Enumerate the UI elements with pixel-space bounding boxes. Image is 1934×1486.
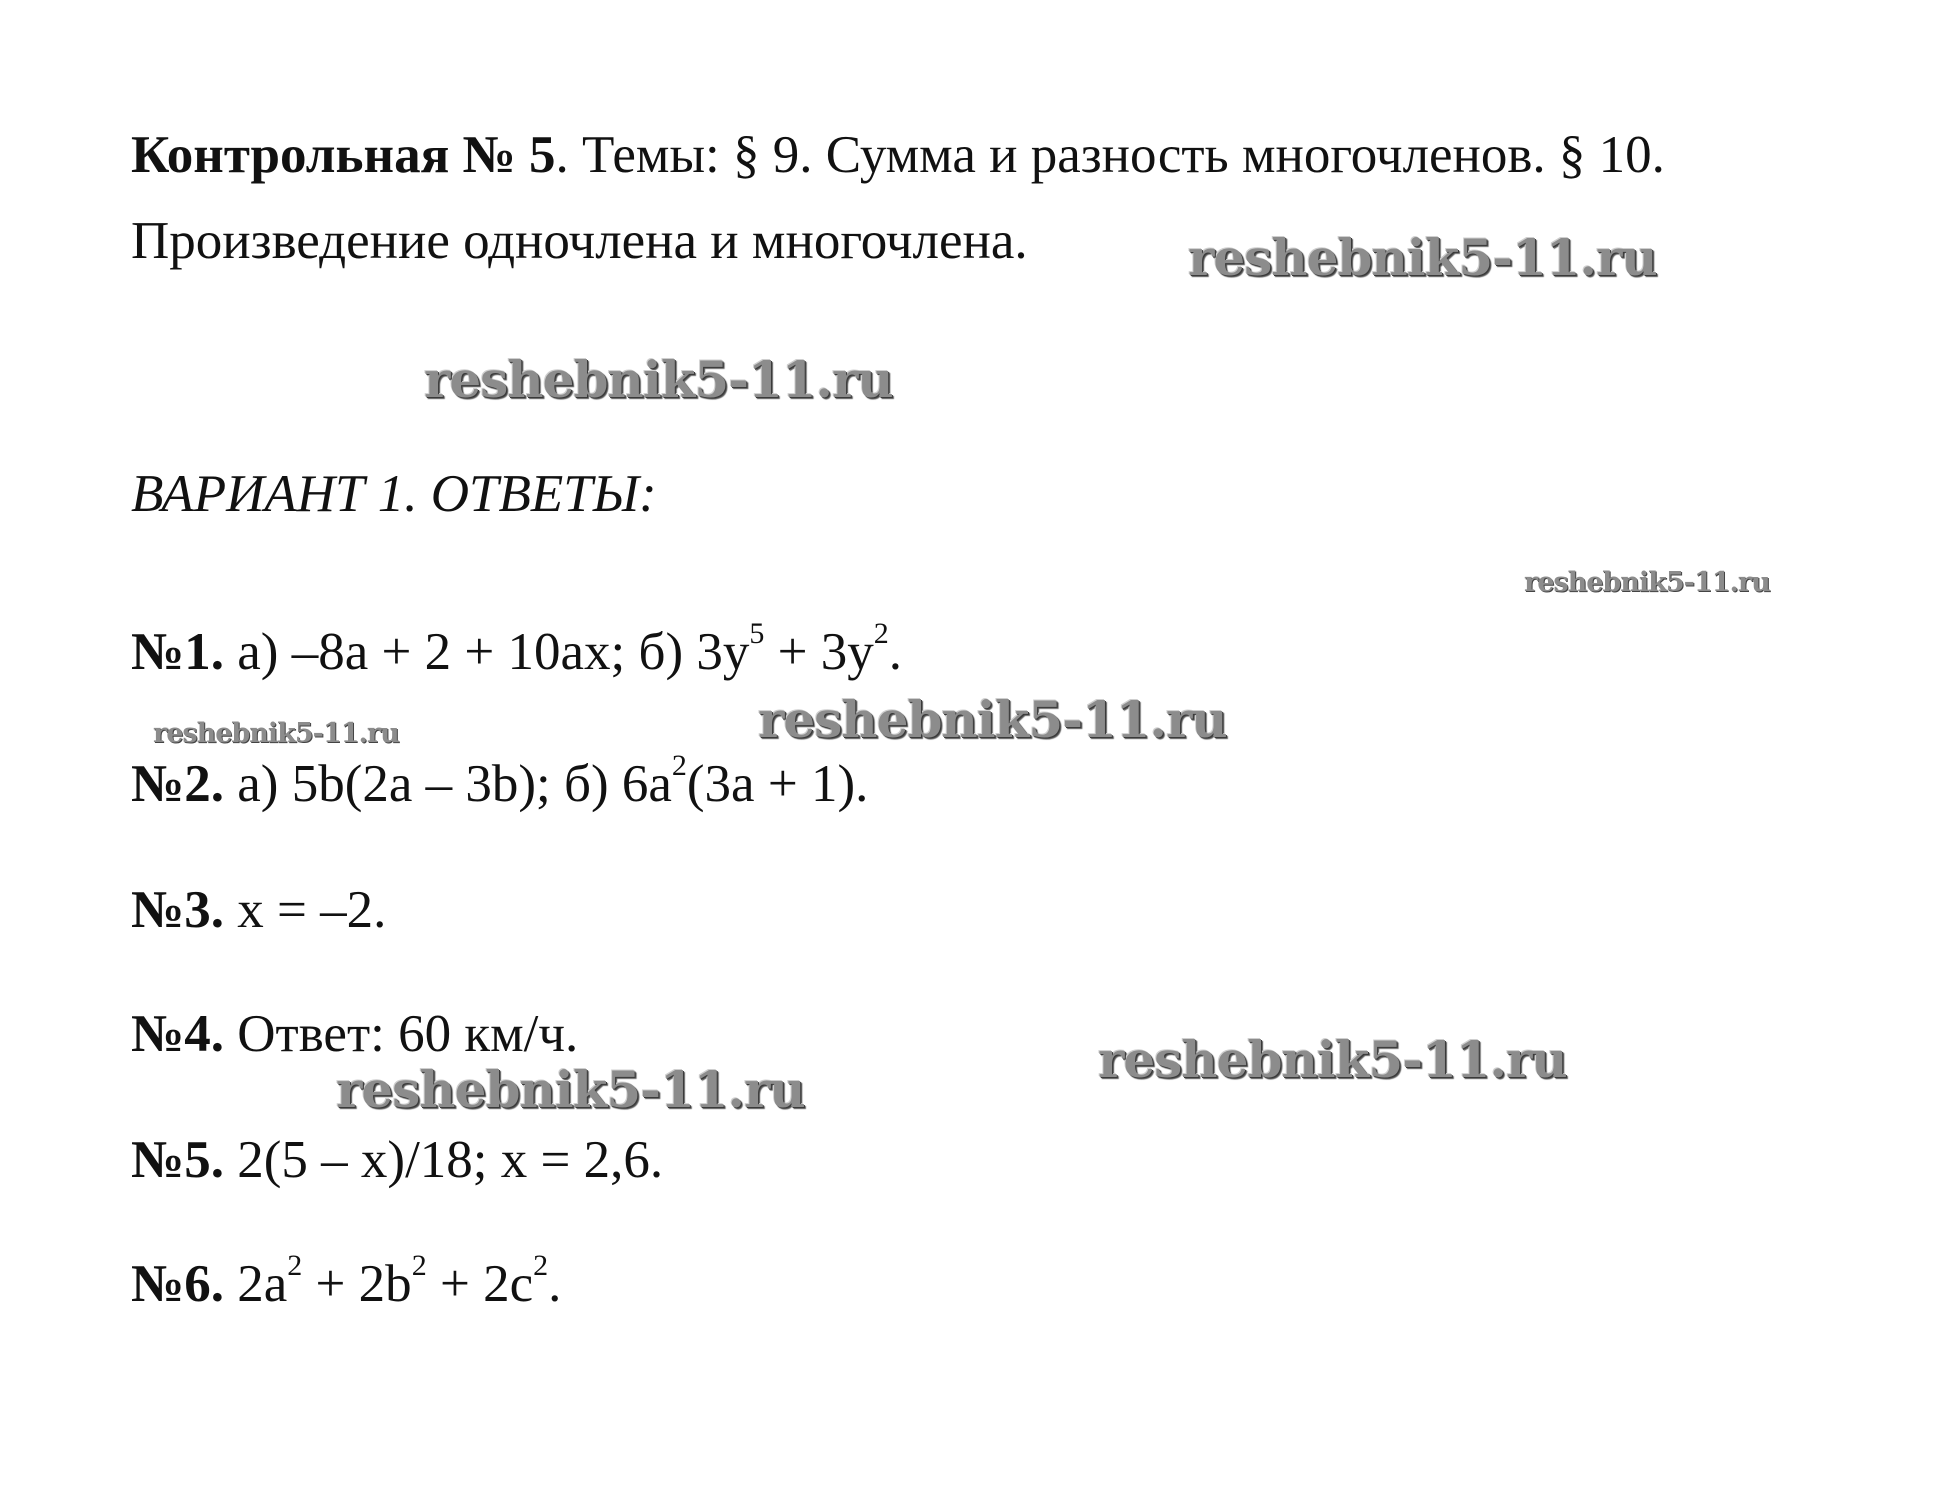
watermark: reshebnik5-11.ru	[758, 690, 1227, 749]
answer-6	[131, 1249, 562, 1316]
answer-text: $2a^2 + 2b^2 + 2c^2$.	[237, 1249, 562, 1313]
answer-text: а) –8a + 2 + 10ax; б) $3y^5 + 3y^2$.	[237, 617, 902, 681]
answer-number: №3.	[131, 881, 225, 939]
exponent: 2	[873, 617, 889, 650]
test-number: Контрольная № 5	[131, 126, 556, 184]
watermark: reshebnik5-11.ru	[153, 718, 399, 749]
watermark: reshebnik5-11.ru	[424, 350, 893, 409]
answer-text: а) 5b(2a – 3b); б) $6a^2(3a + 1)$.	[237, 749, 869, 813]
watermark: reshebnik5-11.ru	[336, 1060, 805, 1119]
watermark: reshebnik5-11.ru	[1098, 1030, 1567, 1089]
answer-text: 2(5 – x)/18; x = 2,6.	[237, 1131, 664, 1189]
variant-title: ВАРИАНТ 1. ОТВЕТЫ:	[131, 465, 657, 523]
answer-3	[131, 878, 386, 942]
answer-number: №1.	[131, 623, 225, 681]
watermark: reshebnik5-11.ru	[1188, 228, 1657, 287]
answer-number: №4.	[131, 1005, 225, 1063]
answer-number: №2.	[131, 755, 225, 813]
exponent: 2	[411, 1249, 427, 1282]
answer-5	[131, 1128, 663, 1192]
exponent: 5	[749, 617, 765, 650]
answer-number: №5.	[131, 1131, 225, 1189]
exponent: 2	[287, 1249, 303, 1282]
answer-2	[131, 749, 869, 816]
answer-1	[131, 617, 902, 684]
watermark: reshebnik5-11.ru	[1524, 567, 1770, 598]
answer-4	[131, 1002, 578, 1066]
answer-text: x = –2.	[237, 881, 387, 939]
topics-text: . Темы: § 9. Сумма и разность многочленов. § 10. Произведение одночлена и многочлена.	[131, 126, 1665, 270]
answer-number: №6.	[131, 1255, 225, 1313]
answer-text: Ответ: 60 км/ч.	[237, 1005, 579, 1063]
exponent: 2	[533, 1249, 549, 1282]
exponent: 2	[671, 749, 687, 782]
